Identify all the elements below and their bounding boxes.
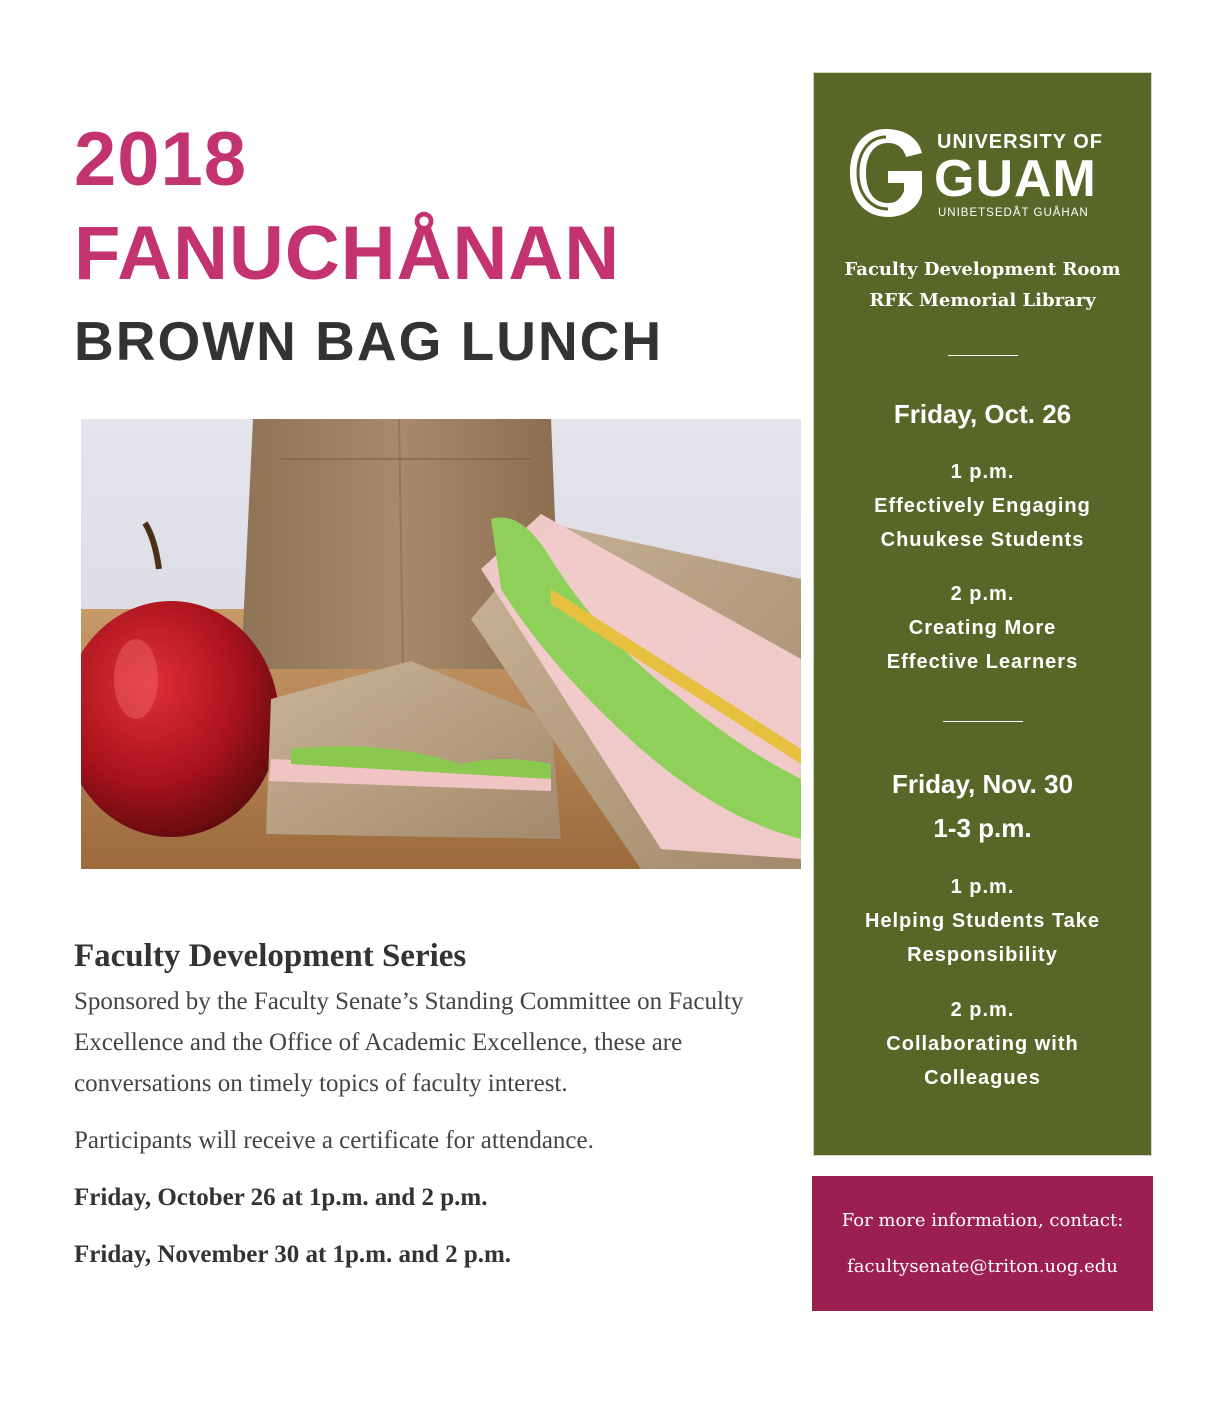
- event2-session1-title-line1: Helping Students Take: [864, 910, 1101, 932]
- date-line-2: Friday, November 30 at 1p.m. and 2 p.m.: [74, 1241, 512, 1268]
- event1-session1-title-line1: Effectively Engaging: [874, 495, 1091, 517]
- contact-email[interactable]: facultysenate@triton.uog.edu: [847, 1256, 1118, 1277]
- title-subtitle: BROWN BAG LUNCH: [74, 310, 664, 372]
- logo-line-2: GUAM: [934, 150, 1097, 208]
- certificate-note: Participants will receive a certificate for attendance.: [74, 1127, 594, 1154]
- event2-session1-time: 1 p.m.: [950, 876, 1015, 898]
- event1-date: Friday, Oct. 26: [893, 399, 1072, 429]
- flyer-title: [74, 117, 664, 372]
- contact-box: [812, 1176, 1153, 1311]
- series-body: Sponsored by the Faculty Senate’s Standing Committee on Faculty Excellence and the Office of Academic Excellence, these are conversations on timely topics of faculty interest.: [74, 988, 744, 1097]
- contact-label: For more information, contact:: [841, 1210, 1124, 1231]
- event2-time: 1-3 p.m.: [933, 813, 1032, 843]
- divider-2: [943, 721, 1023, 722]
- event2-session1-title-line2: Responsibility: [907, 944, 1058, 966]
- series-heading: Faculty Development Series: [74, 938, 467, 974]
- event2-date: Friday, Nov. 30: [891, 769, 1074, 799]
- event1-session1-time: 1 p.m.: [950, 461, 1015, 483]
- description: [74, 938, 774, 1275]
- event2-session2-title-line2: Colleagues: [924, 1067, 1041, 1089]
- location-library: RFK Memorial Library: [869, 290, 1096, 311]
- location-room: Faculty Development Room: [844, 259, 1121, 280]
- divider-1: [948, 355, 1018, 356]
- title-year: 2018: [74, 117, 248, 202]
- event2-session2-title-line1: Collaborating with: [886, 1033, 1079, 1055]
- event2-session2-time: 2 p.m.: [950, 999, 1015, 1021]
- schedule-sidebar: [813, 72, 1152, 1156]
- logo-line-1: UNIVERSITY OF: [937, 131, 1103, 153]
- g-logo-icon: [848, 127, 924, 219]
- university-logo: [848, 123, 1118, 223]
- event1-session1-title-line2: Chuukese Students: [880, 529, 1085, 551]
- date-line-1: Friday, October 26 at 1p.m. and 2 p.m.: [74, 1184, 488, 1211]
- title-name: FANUCHÅNAN: [74, 211, 621, 296]
- event1-session2-title-line1: Creating More: [908, 617, 1057, 639]
- event1-session2-time: 2 p.m.: [950, 583, 1015, 605]
- lunch-photo: [81, 419, 801, 869]
- event1-session2-title-line2: Effective Learners: [886, 651, 1079, 673]
- logo-line-3: UNIBETSEDÅT GUÅHAN: [938, 207, 1089, 219]
